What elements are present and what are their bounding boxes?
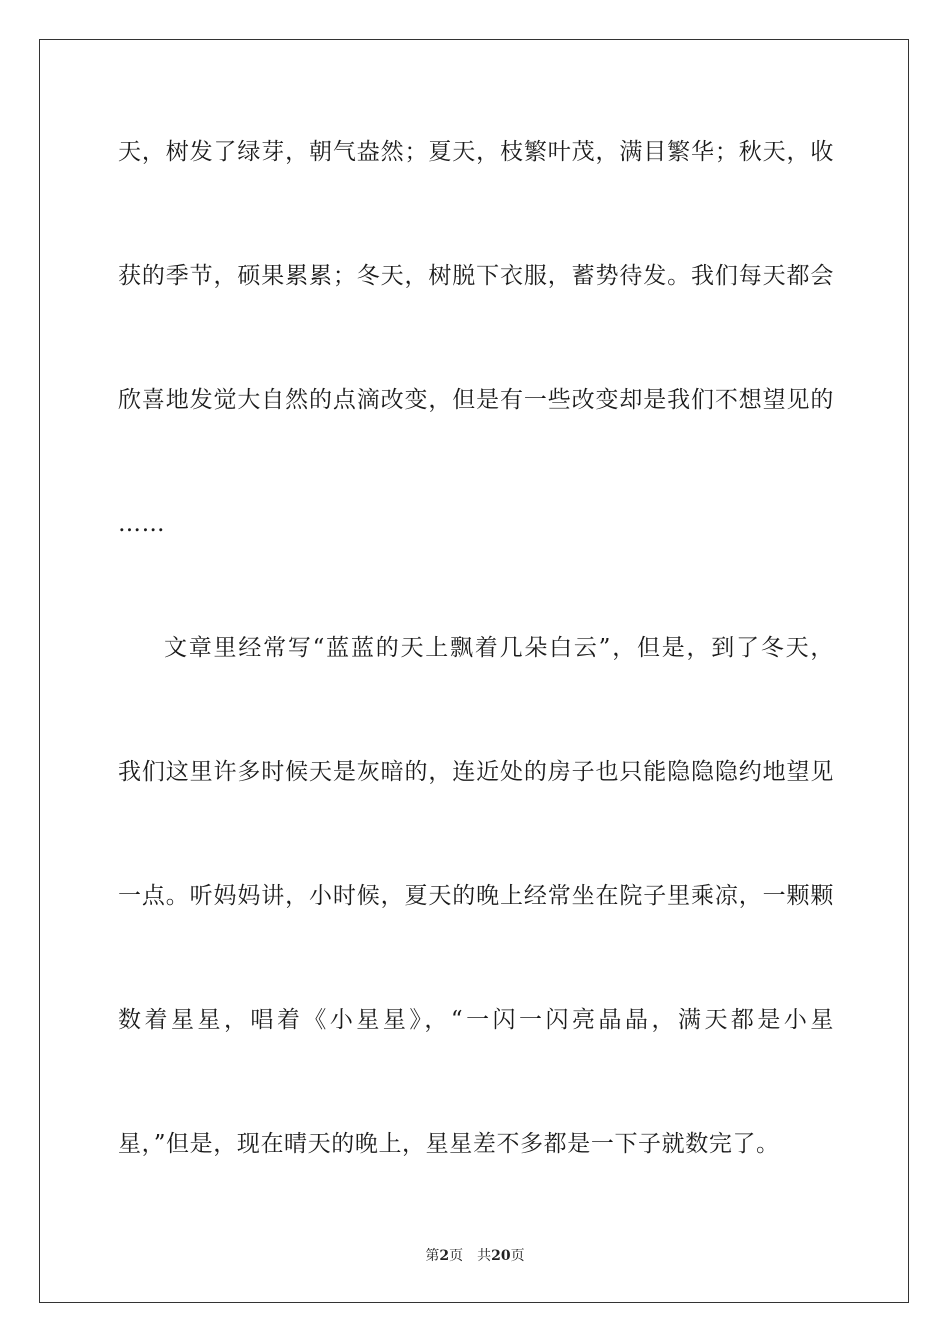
body-text-line-3: 欣喜地发觉大自然的点滴改变，但是有一些改变却是我们不想望见的: [118, 387, 834, 413]
body-text-line-9: 星，”但是，现在晴天的晚上，星星差不多都是一下子就数完了。: [118, 1131, 780, 1157]
total-suffix: 页: [510, 1248, 525, 1264]
page-suffix: 页: [449, 1248, 464, 1264]
body-text-line-2: 获的季节，硕果累累；冬天，树脱下衣服，蓄势待发。我们每天都会: [118, 263, 834, 289]
body-text-line-1: 天，树发了绿芽，朝气盎然；夏天，枝繁叶茂，满目繁华；秋天，收: [118, 139, 834, 165]
page-footer: [0, 1247, 950, 1265]
page-number: 2: [439, 1248, 450, 1264]
total-prefix: 共: [477, 1248, 492, 1264]
body-text-line-6: 我们这里许多时候天是灰暗的，连近处的房子也只能隐隐隐约地望见: [118, 759, 834, 785]
body-text-line-5: 文章里经常写“蓝蓝的天上飘着几朵白云”，但是，到了冬天，: [164, 635, 834, 661]
body-text-line-8: 数着星星，唱着《小星星》，“一闪一闪亮晶晶，满天都是小星: [118, 1007, 834, 1033]
page-border: [39, 39, 909, 1303]
body-text-line-7: 一点。听妈妈讲，小时候，夏天的晚上经常坐在院子里乘凉，一颗颗: [118, 883, 834, 909]
page-prefix: 第: [425, 1248, 440, 1264]
body-text-line-4: ……: [118, 511, 166, 537]
total-pages: 20: [491, 1248, 511, 1264]
